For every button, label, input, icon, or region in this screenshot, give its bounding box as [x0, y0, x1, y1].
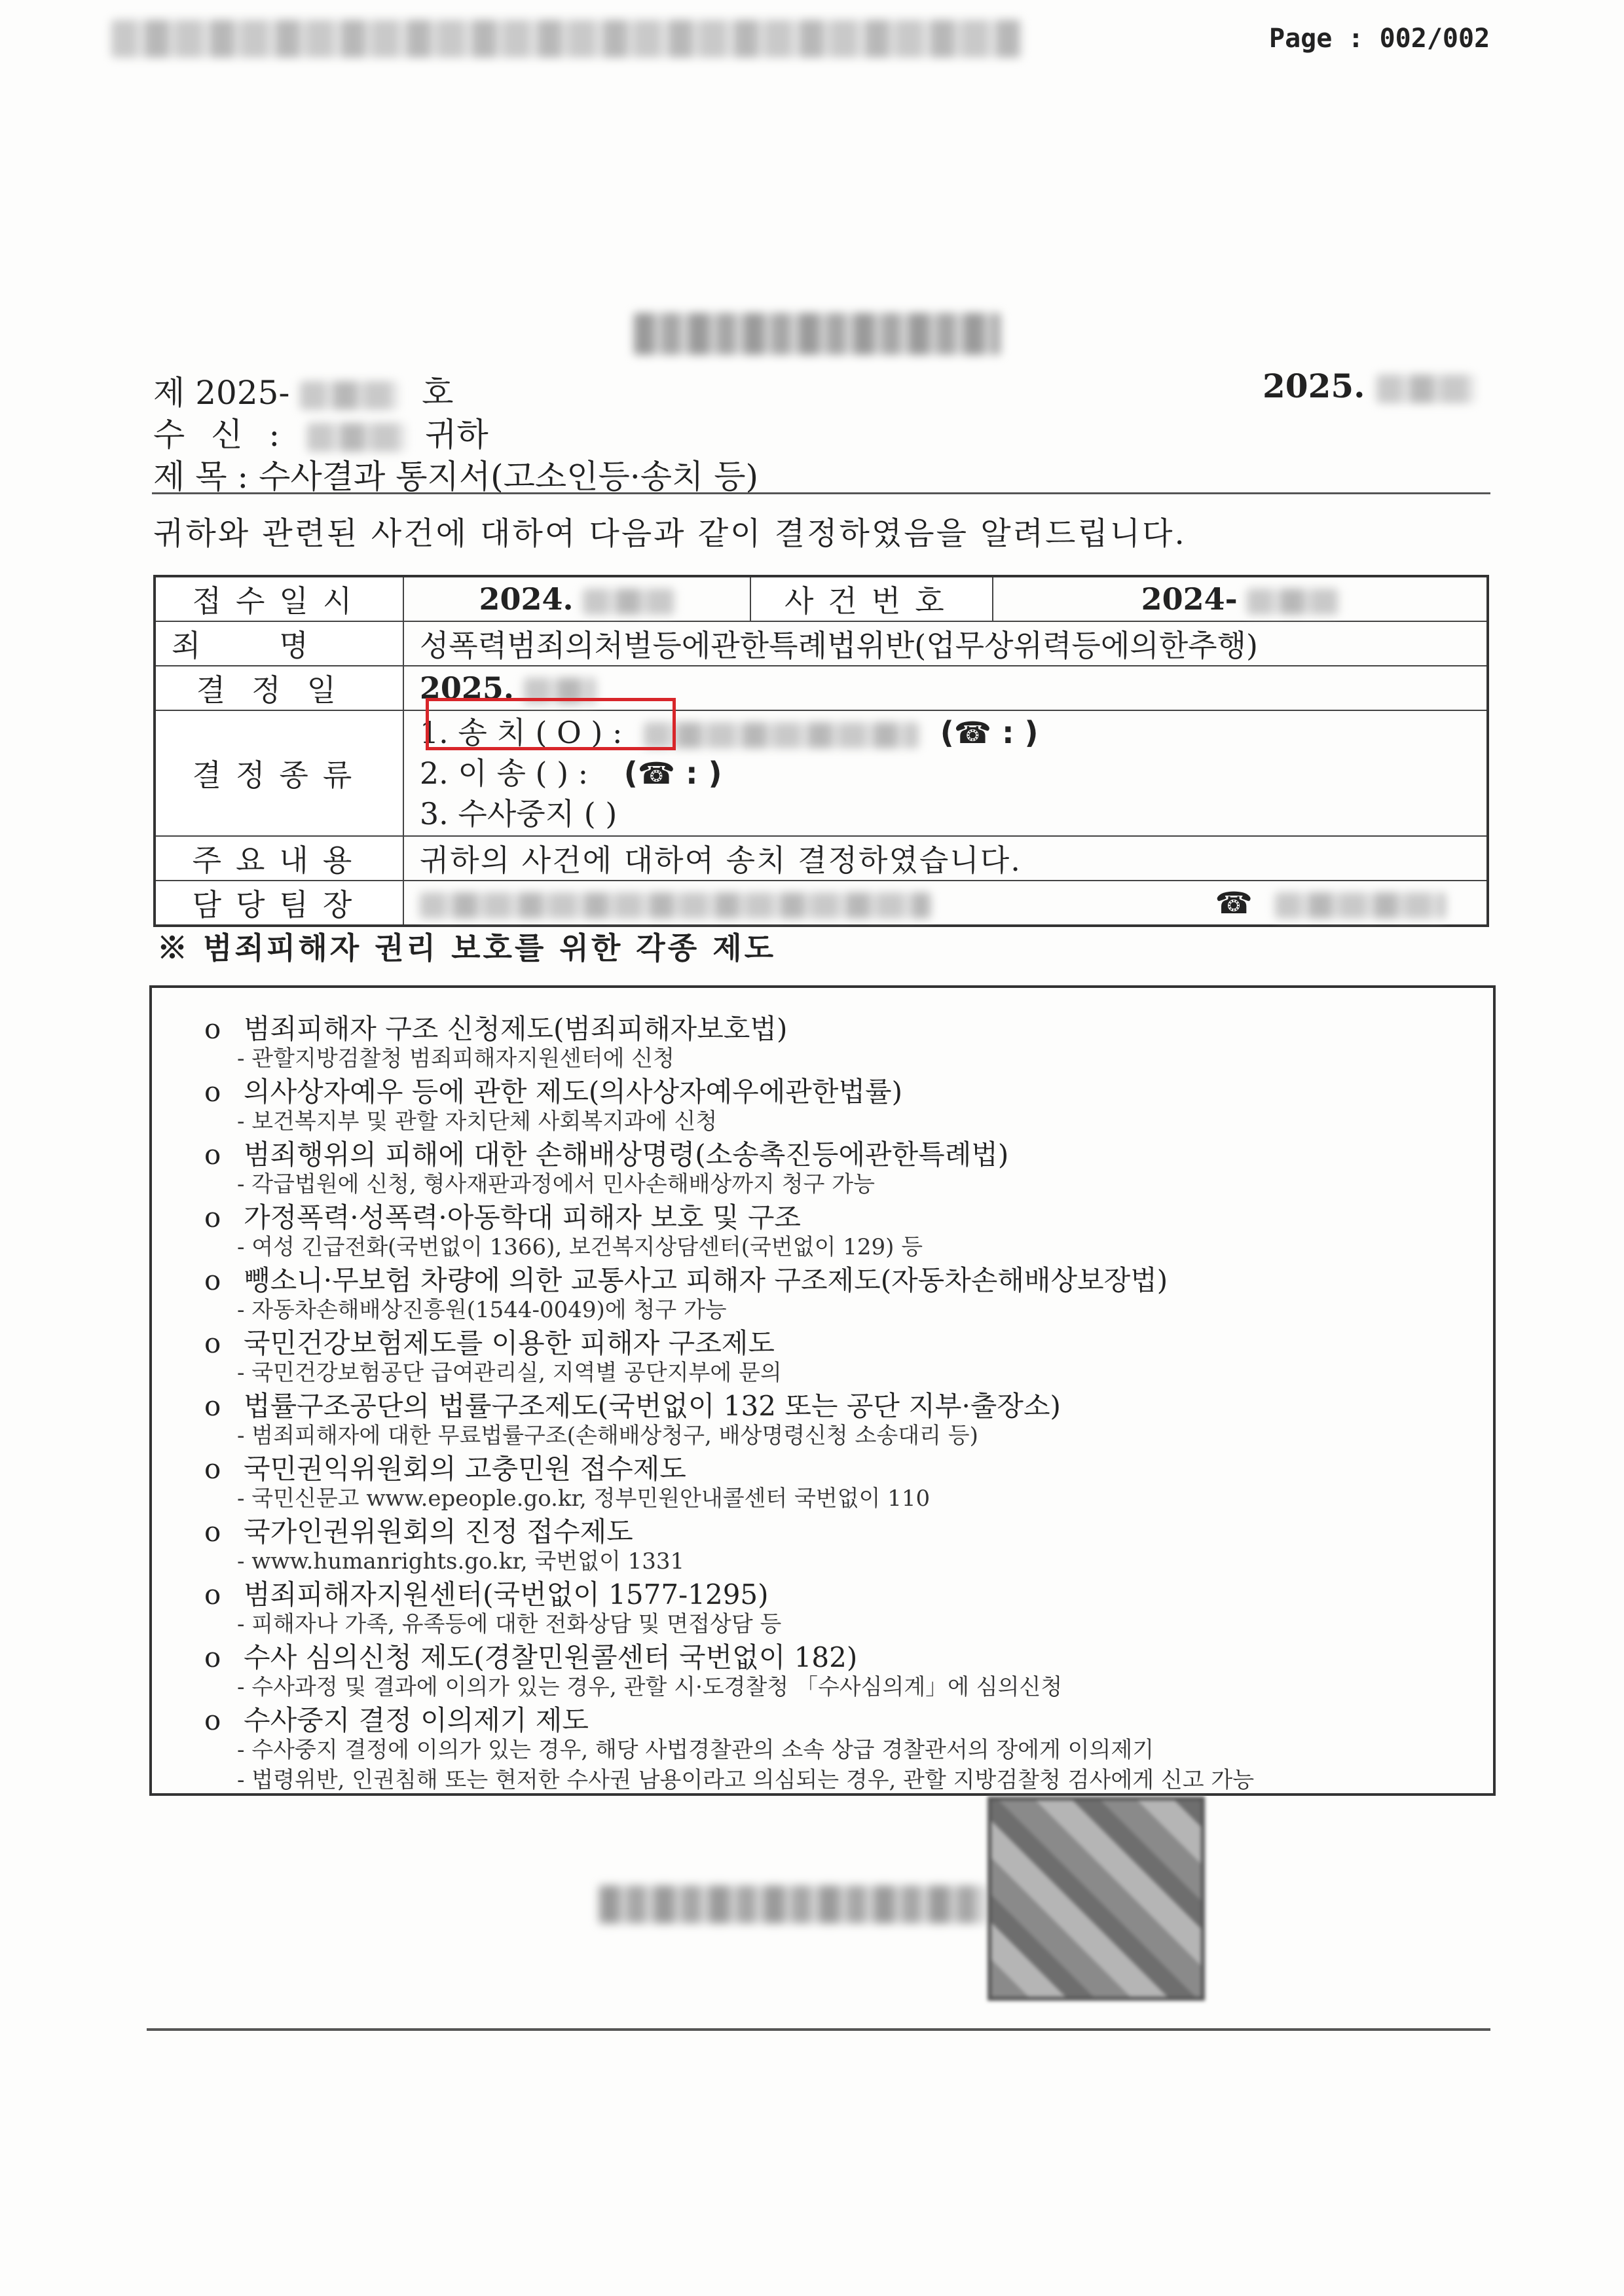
bullet-icon: o [204, 1264, 221, 1296]
table-row [155, 836, 1488, 881]
support-item-detail: - 자동차손해배상진흥원(1544-0049)에 청구 가능 [237, 1297, 727, 1323]
support-item-detail: - 국민건강보험공단 급여관리실, 지역별 공단지부에 문의 [237, 1360, 782, 1386]
footer-divider [147, 2028, 1490, 2031]
page-number: Page : 002/002 [1269, 24, 1490, 54]
case-number-redacted [1247, 589, 1338, 615]
support-item-detail: - 각급법원에 신청, 형사재판과정에서 민사손해배상까지 청구 가능 [237, 1171, 875, 1197]
highlight-box [426, 698, 676, 750]
table-row [155, 710, 1488, 836]
recipient-redacted [307, 423, 405, 452]
support-item-title: 범죄피해자지원센터(국번없이 1577-1295) [244, 1578, 769, 1611]
support-item-title: 국민건강보험제도를 이용한 피해자 구조제도 [244, 1327, 775, 1359]
option1-phone: (☎ : ) [940, 715, 1039, 750]
recipient-line [153, 409, 489, 456]
decision-date-value: 2025. [419, 670, 514, 706]
document-number-suffix: 호 [422, 374, 454, 412]
support-item-detail: - 국민신문고 www.epeople.go.kr, 정부민원안내콜센터 국번없이 110 [237, 1485, 931, 1512]
table-row [155, 666, 1488, 710]
support-item-detail: - 피해자나 가족, 유족등에 대한 전화상담 및 면접상담 등 [237, 1611, 782, 1637]
support-item-detail: - 관할지방검찰청 범죄피해자지원센터에 신청 [237, 1046, 674, 1072]
document-number-line [153, 367, 453, 414]
support-item-detail: - 여성 긴급전화(국번없이 1366), 보건복지상담센터(국번없이 129) 등 [237, 1234, 923, 1260]
received-label: 접수일시 [155, 576, 403, 621]
document-date: 2025. [1263, 367, 1365, 405]
support-item-title: 국민권익위원회의 고충민원 접수제도 [244, 1453, 686, 1485]
support-item-title: 의사상자예우 등에 관한 제도(의사상자예우에관한법률) [244, 1076, 902, 1108]
official-seal [987, 1796, 1205, 2001]
crime-value: 성폭력범죄의처벌등에관한특례법위반(업무상위력등에의한추행) [403, 621, 1488, 666]
bullet-icon: o [204, 1139, 221, 1171]
support-item-title: 법률구조공단의 법률구조제도(국번없이 132 또는 공단 지부·출장소) [244, 1390, 1061, 1422]
bullet-icon: o [204, 1578, 221, 1611]
bullet-icon: o [204, 1327, 221, 1359]
decision-type-label: 결정종류 [155, 710, 403, 836]
bullet-icon: o [204, 1013, 221, 1045]
bullet-icon: o [204, 1641, 221, 1673]
issuer-name-redacted [599, 1886, 986, 1923]
bullet-icon: o [204, 1201, 221, 1233]
bullet-icon: o [204, 1516, 221, 1548]
received-redacted [583, 589, 674, 615]
content-label: 주요내용 [155, 836, 403, 881]
officer-redacted [420, 892, 931, 919]
support-item-title: 수사중지 결정 이의제기 제도 [244, 1704, 589, 1736]
case-number-value: 2024- [1141, 581, 1238, 617]
support-item-detail: - 법령위반, 인권침해 또는 현저한 수사권 남용이라고 의심되는 경우, 관할 지방검찰청 검사에게 신고 가능 [237, 1767, 1255, 1793]
support-item-title: 뺑소니·무보험 차량에 의한 교통사고 피해자 구조제도(자동차손해배상보장법) [244, 1264, 1168, 1296]
bullet-icon: o [204, 1704, 221, 1736]
intro-text: 귀하와 관련된 사건에 대하여 다음과 같이 결정하였음을 알려드립니다. [153, 515, 1187, 552]
table-row [155, 621, 1488, 666]
option2-phone: (☎ : ) [623, 756, 722, 791]
support-item-detail: - 수사중지 결정에 이의가 있는 경우, 해당 사법경찰관의 소속 상급 경찰관서의 장에게 이의제기 [237, 1737, 1154, 1763]
phone-icon: ☎ [1215, 885, 1253, 920]
document-number-redacted [300, 381, 398, 410]
option1-redacted [644, 722, 919, 748]
support-item-detail: - www.humanrights.go.kr, 국번없이 1331 [237, 1548, 685, 1575]
bullet-icon: o [204, 1453, 221, 1485]
support-item-title: 범죄행위의 피해에 대한 손해배상명령(소송촉진등에관한특례법) [244, 1139, 1009, 1171]
bullet-icon: o [204, 1390, 221, 1422]
document-number-prefix: 제 2025- [153, 374, 290, 412]
support-item-detail: - 범죄피해자에 대한 무료법률구조(손해배상청구, 배상명령신청 소송대리 등) [237, 1423, 978, 1449]
support-item-detail: - 수사과정 및 결과에 이의가 있는 경우, 관할 시·도경찰청 「수사심의계」에 심의신청 [237, 1674, 1063, 1700]
fax-header-redacted [111, 20, 1022, 58]
officer-cell [403, 881, 1488, 926]
victim-support-box [149, 985, 1496, 1796]
option1-label: 1. 송 치 ( O ) : [419, 715, 623, 750]
decision-date-label: 결정일 [155, 666, 403, 710]
officer-label: 담당팀장 [155, 881, 403, 926]
support-item-title: 국가인권위원회의 진정 접수제도 [244, 1516, 633, 1548]
option2-label: 2. 이 송 ( ) : [419, 756, 589, 791]
notice-title: ※ 범죄피해자 권리 보호를 위한 각종 제도 [157, 930, 777, 966]
option-suspension: 3. 수사중지 ( ) [419, 796, 618, 831]
agency-name-redacted [634, 313, 1001, 355]
content-value: 귀하의 사건에 대하여 송치 결정하였습니다. [403, 836, 1488, 881]
option-transfer [420, 753, 1471, 793]
support-item-title: 수사 심의신청 제도(경찰민원콜센터 국번없이 182) [244, 1641, 858, 1673]
table-row [155, 881, 1488, 926]
document-date-redacted [1376, 374, 1475, 403]
support-item-title: 범죄피해자 구조 신청제도(범죄피해자보호법) [244, 1013, 788, 1045]
officer-phone-redacted [1275, 892, 1445, 919]
crime-label: 죄명 [155, 621, 403, 666]
result-table [153, 575, 1489, 927]
bullet-icon: o [204, 1076, 221, 1108]
support-item-detail: - 보건복지부 및 관할 자치단체 사회복지과에 신청 [237, 1108, 718, 1135]
table-row [155, 576, 1488, 621]
recipient-label: 수 신 : [153, 416, 288, 454]
case-number-cell [993, 576, 1488, 621]
received-cell [403, 576, 750, 621]
received-value: 2024. [479, 581, 574, 617]
document-date-line [1263, 367, 1475, 405]
case-number-label: 사건번호 [750, 576, 993, 621]
subject-line: 제 목 : 수사결과 통지서(고소인등·송치 등) [153, 458, 759, 496]
recipient-suffix: 귀하 [425, 416, 489, 454]
header-divider [152, 492, 1490, 494]
support-item-title: 가정폭력·성폭력·아동학대 피해자 보호 및 구조 [244, 1201, 801, 1233]
